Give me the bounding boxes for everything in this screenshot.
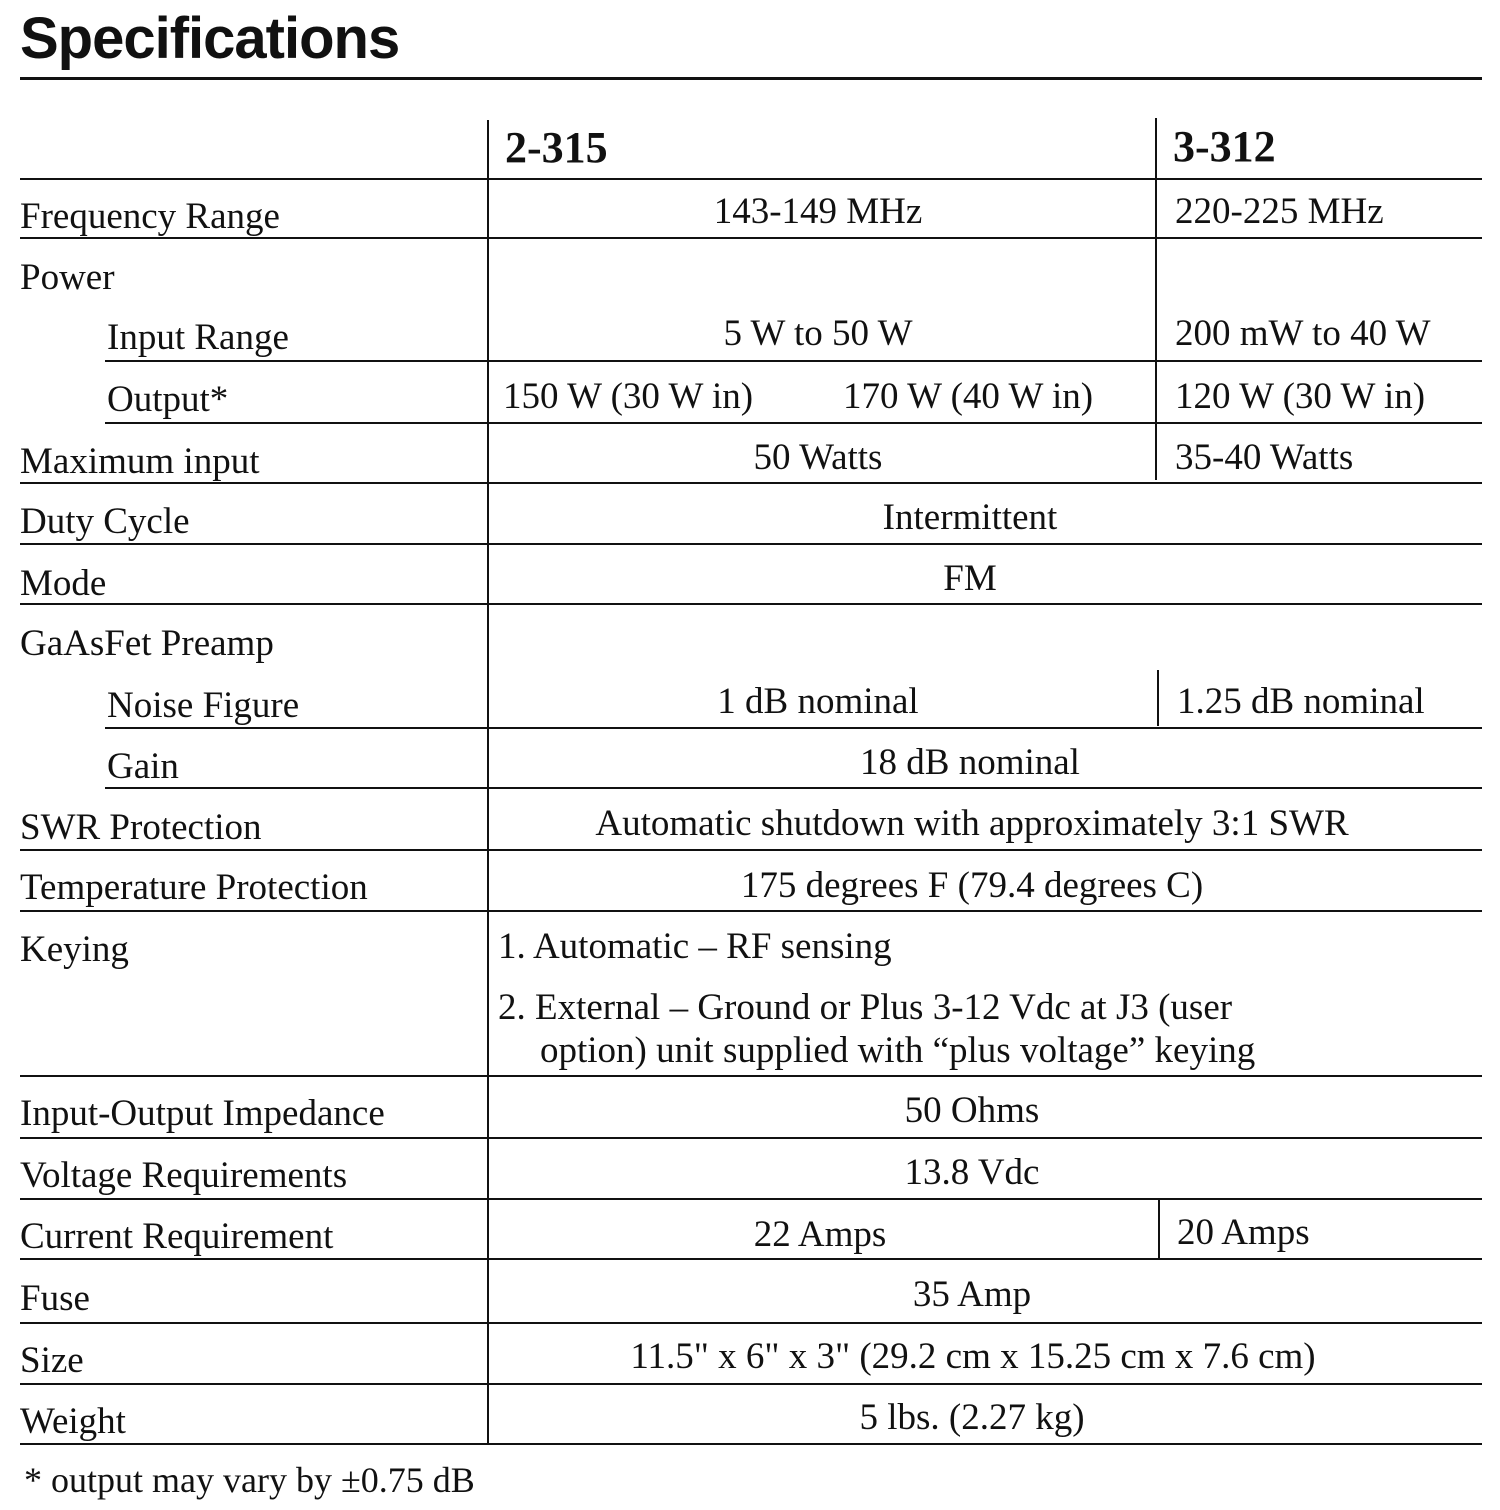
label-size: Size xyxy=(20,1340,84,1381)
label-mode: Mode xyxy=(20,563,107,604)
label-output: Output* xyxy=(107,379,229,420)
value-keying-item-2-line-2: option) unit supplied with “plus voltage” keying xyxy=(540,1030,1256,1071)
value-voltage-requirements: 13.8 Vdc xyxy=(904,1152,1040,1193)
value-input-range-3-312: 200 mW to 40 W xyxy=(1175,313,1431,354)
row-rule xyxy=(20,1383,1482,1385)
label-gaasfet-preamp: GaAsFet Preamp xyxy=(20,623,274,664)
column-header-3-312: 3-312 xyxy=(1173,122,1276,171)
row-rule xyxy=(20,603,1482,605)
row-rule xyxy=(20,178,1482,180)
label-voltage-requirements: Voltage Requirements xyxy=(20,1155,348,1196)
label-keying: Keying xyxy=(20,929,129,970)
label-input-range: Input Range xyxy=(107,317,289,358)
column-header-2-315: 2-315 xyxy=(505,123,608,172)
row-rule xyxy=(105,787,1482,789)
value-current-2-315: 22 Amps xyxy=(753,1214,887,1255)
model-divider-current xyxy=(1158,1200,1160,1258)
row-rule xyxy=(20,910,1482,912)
label-duty-cycle: Duty Cycle xyxy=(20,501,190,542)
value-fuse: 35 Amp xyxy=(912,1274,1032,1315)
value-noise-figure-2-315: 1 dB nominal xyxy=(717,681,919,722)
row-rule xyxy=(20,1198,1482,1200)
value-output-3-312: 120 W (30 W in) xyxy=(1175,376,1426,417)
value-frequency-3-312: 220-225 MHz xyxy=(1175,191,1384,232)
value-duty-cycle: Intermittent xyxy=(882,497,1058,538)
label-gain: Gain xyxy=(107,746,179,787)
label-impedance: Input-Output Impedance xyxy=(20,1093,385,1134)
label-weight: Weight xyxy=(20,1401,126,1442)
row-rule xyxy=(105,360,1482,362)
label-maximum-input: Maximum input xyxy=(20,441,260,482)
value-gain: 18 dB nominal xyxy=(860,742,1080,783)
value-keying-item-2-line-1: 2. External – Ground or Plus 3-12 Vdc at J3 (user xyxy=(498,987,1233,1028)
label-column-divider xyxy=(487,120,489,1445)
value-mode: FM xyxy=(943,558,997,599)
row-rule xyxy=(20,1322,1482,1324)
label-frequency-range: Frequency Range xyxy=(20,196,280,237)
row-rule xyxy=(105,727,1482,729)
value-current-3-312: 20 Amps xyxy=(1177,1212,1310,1253)
title-rule xyxy=(20,77,1482,80)
value-impedance: 50 Ohms xyxy=(904,1090,1040,1131)
value-keying-item-1: 1. Automatic – RF sensing xyxy=(498,926,892,967)
label-fuse: Fuse xyxy=(20,1278,90,1319)
label-current-requirement: Current Requirement xyxy=(20,1216,334,1257)
value-swr-protection: Automatic shutdown with approximately 3:1 SWR xyxy=(595,803,1349,844)
row-rule xyxy=(20,1075,1482,1077)
row-rule xyxy=(105,422,1482,424)
row-rule xyxy=(20,1443,1482,1445)
value-noise-figure-3-312: 1.25 dB nominal xyxy=(1177,681,1425,722)
value-maximum-input-3-312: 35-40 Watts xyxy=(1175,437,1354,478)
page-title: Specifications xyxy=(20,6,400,71)
label-swr-protection: SWR Protection xyxy=(20,807,262,848)
value-output-2-315-a: 150 W (30 W in) xyxy=(503,376,754,417)
value-maximum-input-2-315: 50 Watts xyxy=(753,437,883,478)
value-weight: 5 lbs. (2.27 kg) xyxy=(859,1397,1085,1438)
model-divider-upper xyxy=(1155,118,1157,480)
value-input-range-2-315: 5 W to 50 W xyxy=(723,313,913,354)
footnote: * output may vary by ±0.75 dB xyxy=(24,1460,475,1500)
row-rule xyxy=(20,543,1482,545)
label-temperature-protection: Temperature Protection xyxy=(20,867,368,908)
label-noise-figure: Noise Figure xyxy=(107,685,300,726)
model-divider-noise xyxy=(1157,670,1159,726)
value-size: 11.5" x 6" x 3" (29.2 cm x 15.25 cm x 7.6 cm) xyxy=(630,1336,1316,1377)
value-frequency-2-315: 143-149 MHz xyxy=(713,191,923,232)
value-temperature-protection: 175 degrees F (79.4 degrees C) xyxy=(740,865,1204,906)
row-rule xyxy=(20,1137,1482,1139)
label-power: Power xyxy=(20,257,115,298)
value-output-2-315-b: 170 W (40 W in) xyxy=(843,376,1094,417)
